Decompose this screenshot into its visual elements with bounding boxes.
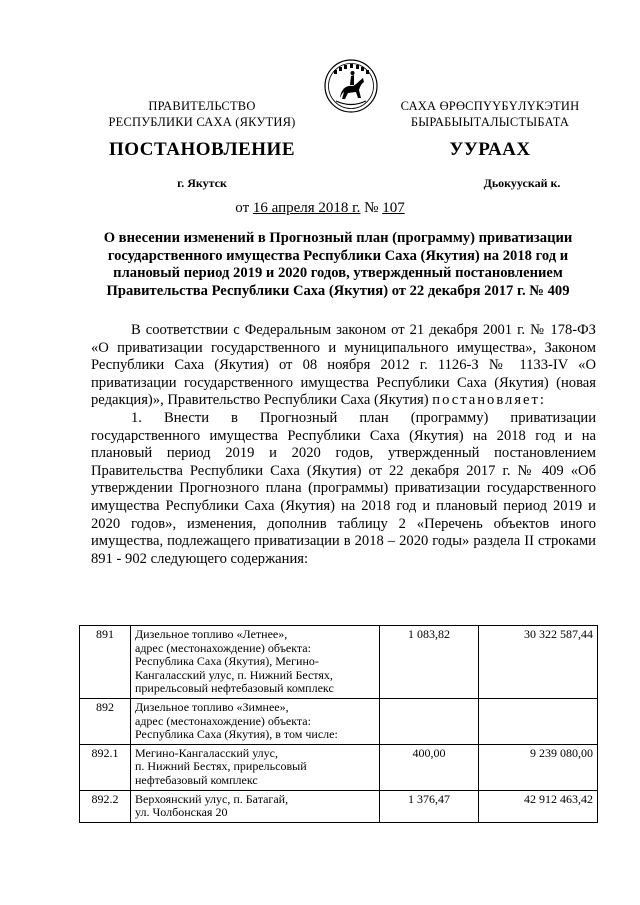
left-org-line1: ПРАВИТЕЛЬСТВО [148, 99, 256, 113]
document-title: О внесении изменений в Прогнозный план (программу) приватизации государственного имущества Республики Саха (Якутия) на 2018 год и плановый период 2019 и 2020 годов, утвержденный постановлением Правительства Республики Саха (Якутия) от 22 декабря 2017 г. № 409 [103, 230, 573, 299]
row-number: 892 [80, 698, 131, 744]
row-quantity [380, 698, 479, 744]
desc-line: Верхоянский улус, п. Батагай, [135, 791, 289, 806]
item-1-paragraph: 1. Внести в Прогнозный план (программу) приватизации государственного имущества Республики Саха (Якутия) на 2018 год и на плановый период 2019 и 2020 годов, утвержденный постановлением Правительства Республики Саха (Якутия) от 22 декабря 2017 г. № 409 «Об утверждении Прогнозного плана (программы) приватизации государственного имущества Республики Саха (Якутия) на 2018 год и плановый период 2019 и 2020 годов», изменения, дополнив таблицу 2 «Перечень объектов иного имущества, подлежащего приватизации в 2018 – 2020 годы» раздела II строками 891 - 902 следующего содержания: [91, 409, 596, 567]
row-quantity: 1 376,47 [380, 790, 479, 822]
row-sum: 9 239 080,00 [479, 744, 598, 790]
desc-line: адрес (местонахождение) объекта: [135, 640, 311, 655]
right-org-line1: САХА ӨРӨСПҮҮБҮЛҮКЭТИН [400, 99, 580, 113]
table-row [80, 626, 598, 699]
desc-line: Кангаласский улус, п. Нижний Бестях, [135, 667, 333, 682]
desc-line: Республика Саха (Якутия), Мегино- [135, 654, 319, 669]
row-description [131, 790, 380, 822]
doc-type-left: ПОСТАНОВЛЕНИЕ [108, 139, 296, 160]
table-row [80, 698, 598, 744]
header-left-org [82, 98, 322, 130]
document-number: 107 [382, 200, 405, 216]
desc-line: прирельсовый нефтебазовый комплекс [135, 681, 334, 696]
row-number: 891 [80, 626, 131, 699]
desc-line: Республика Саха (Якутия), в том числе: [135, 727, 338, 742]
coat-of-arms-emblem [323, 58, 379, 114]
desc-line: п. Нижний Бестях, прирельсовый [135, 759, 307, 774]
row-sum: 42 912 463,42 [479, 790, 598, 822]
table-row [80, 744, 598, 790]
preamble-text: В соответствии с Федеральным законом от 21 декабря 2001 г. № 178-ФЗ «О приватизации государственного и муниципального имущества», Законом Республики Саха (Якутия) от 08 ноября 2012 г. 1126-З № 1133-IV «О приватизации государственного имущества Республики Саха (Якутия) (новая редакция)», Правительство Республики Саха (Якутия) [91, 322, 596, 409]
document-date: 16 апреля 2018 г. [252, 200, 361, 216]
desc-line: нефтебазовый комплекс [135, 772, 258, 787]
row-sum: 30 322 587,44 [479, 626, 598, 699]
doc-type-right: УУРААХ [449, 139, 531, 160]
city-right: Дьокуускай к. [483, 176, 561, 190]
resolves-word: постановляет: [432, 392, 546, 409]
row-number: 892.1 [80, 744, 131, 790]
preamble-paragraph [91, 322, 596, 410]
city-left: г. Якутск [177, 176, 227, 190]
row-quantity: 1 083,82 [380, 626, 479, 699]
row-number: 892.2 [80, 790, 131, 822]
row-description [131, 744, 380, 790]
row-description [131, 698, 380, 744]
objects-table [79, 625, 598, 823]
desc-line: Дизельное топливо «Зимнее», [135, 699, 289, 714]
desc-line: адрес (местонахождение) объекта: [135, 713, 311, 728]
desc-line: Дизельное топливо «Летнее», [135, 627, 288, 641]
table-row [80, 790, 598, 822]
row-sum [479, 698, 598, 744]
desc-line: ул. Чолбонская 20 [135, 805, 228, 820]
date-prefix: от [235, 200, 250, 216]
number-label: № [364, 200, 379, 216]
right-org-line2: БЫРАБЫЫТАЛЫСТЫБАТА [410, 115, 570, 129]
desc-line: Мегино-Кангаласский улус, [135, 745, 278, 760]
header-right-org [380, 98, 600, 130]
date-line [0, 200, 640, 217]
row-description [131, 626, 380, 699]
left-org-line2: РЕСПУБЛИКИ САХА (ЯКУТИЯ) [108, 115, 296, 129]
row-quantity: 400,00 [380, 744, 479, 790]
body-text [91, 322, 596, 568]
